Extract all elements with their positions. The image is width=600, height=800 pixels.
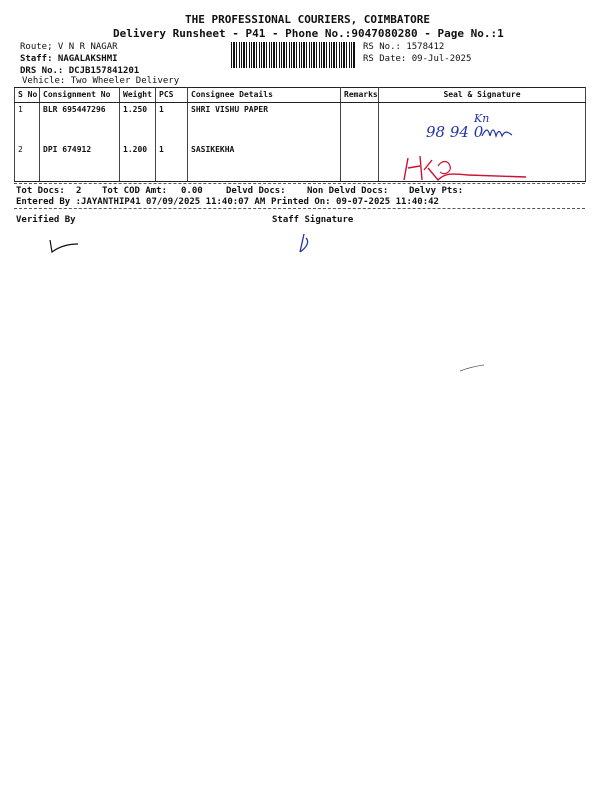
printed-on: Printed On: 09-07-2025 11:40:42 [271, 197, 439, 207]
rs-number: RS No.: 1578412 [363, 42, 445, 52]
col-header-weight: Weight [120, 88, 156, 103]
col-header-remarks: Remarks [341, 88, 379, 103]
col-header-pcs: PCS [156, 88, 188, 103]
cell-sno: 2 [15, 143, 40, 182]
handwritten-initial: Kn [474, 112, 490, 125]
cell-remarks [341, 103, 379, 144]
verified-by-label: Verified By [16, 215, 76, 225]
vehicle-info: Vehicle: Two Wheeler Delivery [22, 76, 180, 86]
cell-weight: 1.250 [120, 103, 156, 144]
red-signature [398, 150, 548, 184]
cell-remarks [341, 143, 379, 182]
tot-cod-label: Tot COD Amt: [102, 186, 168, 196]
drs-number: DRS No.: DCJB157841201 [20, 66, 140, 76]
tot-docs-value: 2 [76, 186, 82, 196]
cell-consignment: BLR 695447296 [40, 103, 120, 144]
company-title: THE PROFESSIONAL COURIERS, COIMBATORE [185, 13, 431, 26]
verified-signature-mark [46, 238, 86, 258]
rs-date: RS Date: 09-Jul-2025 [363, 54, 472, 64]
delvy-pts-label: Delvy Pts: [409, 186, 464, 196]
delvd-docs-label: Delvd Docs: [226, 186, 286, 196]
barcode [231, 42, 355, 68]
summary-bottom-rule [14, 208, 585, 209]
route-info: Route; V N R NAGAR [20, 42, 118, 52]
staff-signature-label: Staff Signature [272, 215, 354, 225]
col-header-consignee: Consignee Details [188, 88, 341, 103]
cell-consignee: SHRI VISHU PAPER [188, 103, 341, 144]
cell-pcs: 1 [156, 143, 188, 182]
col-header-consignment: Consignment No [40, 88, 120, 103]
cell-pcs: 1 [156, 103, 188, 144]
col-header-sno: S No [15, 88, 40, 103]
runsheet-subtitle: Delivery Runsheet - P41 - Phone No.:9047080280 - Page No.:1 [113, 27, 504, 40]
cell-weight: 1.200 [120, 143, 156, 182]
entered-by: Entered By :JAYANTHIP41 07/09/2025 11:40:07 AM [16, 197, 266, 207]
cell-sno: 1 [15, 103, 40, 144]
cell-consignee: SASIKEKHA [188, 143, 341, 182]
summary-top-rule [14, 183, 585, 184]
handwritten-phone-signature [418, 110, 538, 150]
tot-cod-value: 0.00 [181, 186, 203, 196]
handwritten-number: 98 94 0 [426, 123, 484, 141]
cell-consignment: DPI 674912 [40, 143, 120, 182]
table-header-row [15, 88, 586, 103]
non-delvd-docs-label: Non Delvd Docs: [307, 186, 389, 196]
stray-pen-mark [458, 362, 488, 374]
staff-signature-mark [296, 232, 316, 256]
tot-docs-label: Tot Docs: [16, 186, 65, 196]
col-header-seal: Seal & Signature [379, 88, 586, 103]
staff-info: Staff: NAGALAKSHMI [20, 54, 118, 64]
